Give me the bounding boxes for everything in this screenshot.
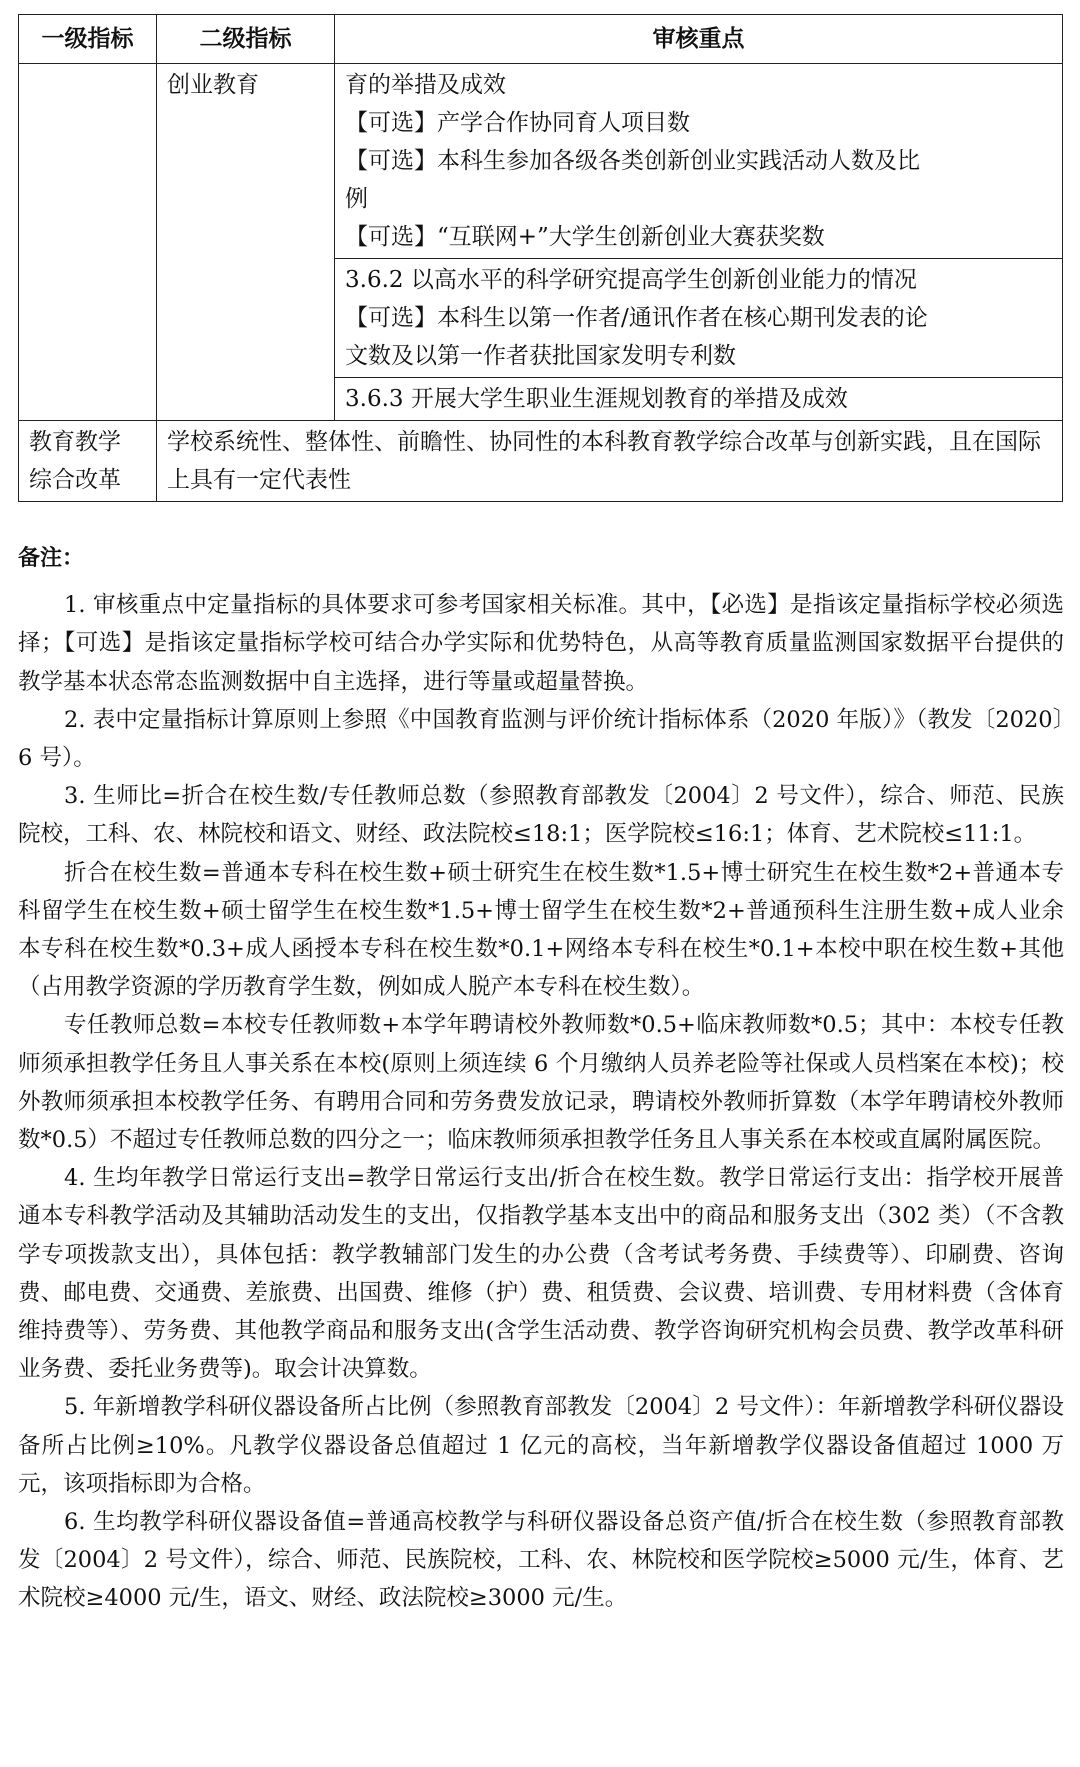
cell-primary-empty	[19, 64, 157, 421]
note-paragraph: 专任教师总数=本校专任教师数+本学年聘请校外教师数*0.5+临床教师数*0.5；其中：本校专任教师须承担教学任务且人事关系在本校(原则上须连续 6 个月缴纳人员养老险等社保或人员档案在本校)；校外教师须承担本校教学任务、有聘用合同和劳务费发放记录，聘请校外教师折算数（本学年聘请校外教师数*0.5）不超过专任教师总数的四分之一；临床教师须承担教学任务且人事关系在本校或直属附属医院。	[18, 1012, 1064, 1154]
focus-line: 3.6.3 开展大学生职业生涯规划教育的举措及成效	[345, 386, 848, 412]
header-primary-indicator: 一级指标	[19, 15, 157, 64]
note-paragraph: 4. 生均年教学日常运行支出=教学日常运行支出/折合在校生数。教学日常运行支出：指学校开展普通本专科教学活动及其辅助活动发生的支出，仅指教学基本支出中的商品和服务支出（302 类）（不含教学专项拨款支出），具体包括：教学教辅部门发生的办公费（含考试考务费、手续费等）、印刷费、咨询费、邮电费、交通费、差旅费、出国费、维修（护）费、租赁费、会议费、培训费、专用材料费（含体育维持费等）、劳务费、其他教学商品和服务支出(含学生活动费、教学咨询研究机构会员费、教学改革科研业务费、委托业务费等)。取会计决算数。	[18, 1165, 1064, 1383]
notes-section	[18, 540, 1064, 1618]
criteria-table	[18, 14, 1063, 502]
header-secondary-indicator: 二级指标	[157, 15, 335, 64]
table-row	[19, 421, 1063, 502]
focus-line: 【可选】“互联网+”大学生创新创业大赛获奖数	[345, 224, 825, 250]
primary-indicator-line: 教育教学	[29, 429, 121, 455]
focus-line: 育的举措及成效	[345, 72, 506, 98]
focus-line: 【可选】本科生以第一作者/通讯作者在核心期刊发表的论	[345, 305, 928, 331]
table-row	[19, 64, 1063, 259]
focus-line: 【可选】本科生参加各级各类创新创业实践活动人数及比	[345, 148, 920, 174]
reform-focus-text: 学校系统性、整体性、前瞻性、协同性的本科教育教学综合改革与创新实践，且在国际上具有一定代表性	[167, 429, 1041, 493]
cell-reform-focus	[157, 421, 1063, 502]
cell-primary-indicator	[19, 421, 157, 502]
focus-line: 文数及以第一作者获批国家发明专利数	[345, 343, 736, 369]
note-paragraph: 3. 生师比=折合在校生数/专任教师总数（参照教育部教发〔2004〕2 号文件），综合、师范、民族院校，工科、农、林院校和语文、财经、政法院校≤18:1；医学院校≤16:1；体育、艺术院校≤11:1。	[18, 783, 1064, 848]
note-paragraph: 2. 表中定量指标计算原则上参照《中国教育监测与评价统计指标体系（2020 年版）》（教发〔2020〕6 号）。	[18, 706, 1064, 772]
note-paragraph: 1. 审核重点中定量指标的具体要求可参考国家相关标准。其中，【必选】是指该定量指标学校必须选择；【可选】是指该定量指标学校可结合办学实际和优势特色，从高等教育质量监测国家数据平台提供的教学基本状态常态监测数据中自主选择，进行等量或超量替换。	[18, 592, 1064, 695]
note-paragraph: 6. 生均教学科研仪器设备值=普通高校教学与科研仪器设备总资产值/折合在校生数（参照教育部教发〔2004〕2 号文件），综合、师范、民族院校，工科、农、林院校和医学院校≥5000 元/生，体育、艺术院校≥4000 元/生，语文、财经、政法院校≥3000 元/生。	[18, 1509, 1064, 1612]
focus-line: 例	[345, 186, 368, 212]
secondary-indicator-text: 创业教育	[167, 72, 259, 98]
note-paragraph: 折合在校生数=普通本专科在校生数+硕士研究生在校生数*1.5+博士研究生在校生数*2+普通本专科留学生在校生数+硕士留学生在校生数*1.5+博士留学生在校生数*2+普通预科生注册生数+成人业余本专科在校生数*0.3+成人函授本专科在校生数*0.1+网络本专科在校生*0.1+本校中职在校生数+其他（占用教学资源的学历教育学生数，例如成人脱产本专科在校生数）。	[18, 859, 1064, 1001]
header-review-focus: 审核重点	[335, 15, 1063, 64]
cell-review-focus-3	[335, 378, 1063, 421]
note-paragraph: 5. 年新增教学科研仪器设备所占比例（参照教育部教发〔2004〕2 号文件）：年新增教学科研仪器设备所占比例≥10%。凡教学仪器设备总值超过 1 亿元的高校，当年新增教学仪器设备值超过 1000 万元，该项指标即为合格。	[18, 1394, 1064, 1497]
cell-review-focus-2	[335, 259, 1063, 378]
primary-indicator-line: 综合改革	[29, 467, 121, 493]
table-header-row	[19, 15, 1063, 64]
cell-secondary-indicator	[157, 64, 335, 421]
focus-line: 3.6.2 以高水平的科学研究提高学生创新创业能力的情况	[345, 267, 917, 293]
notes-title: 备注：	[18, 546, 85, 571]
focus-line: 【可选】产学合作协同育人项目数	[345, 110, 690, 136]
cell-review-focus-1	[335, 64, 1063, 259]
